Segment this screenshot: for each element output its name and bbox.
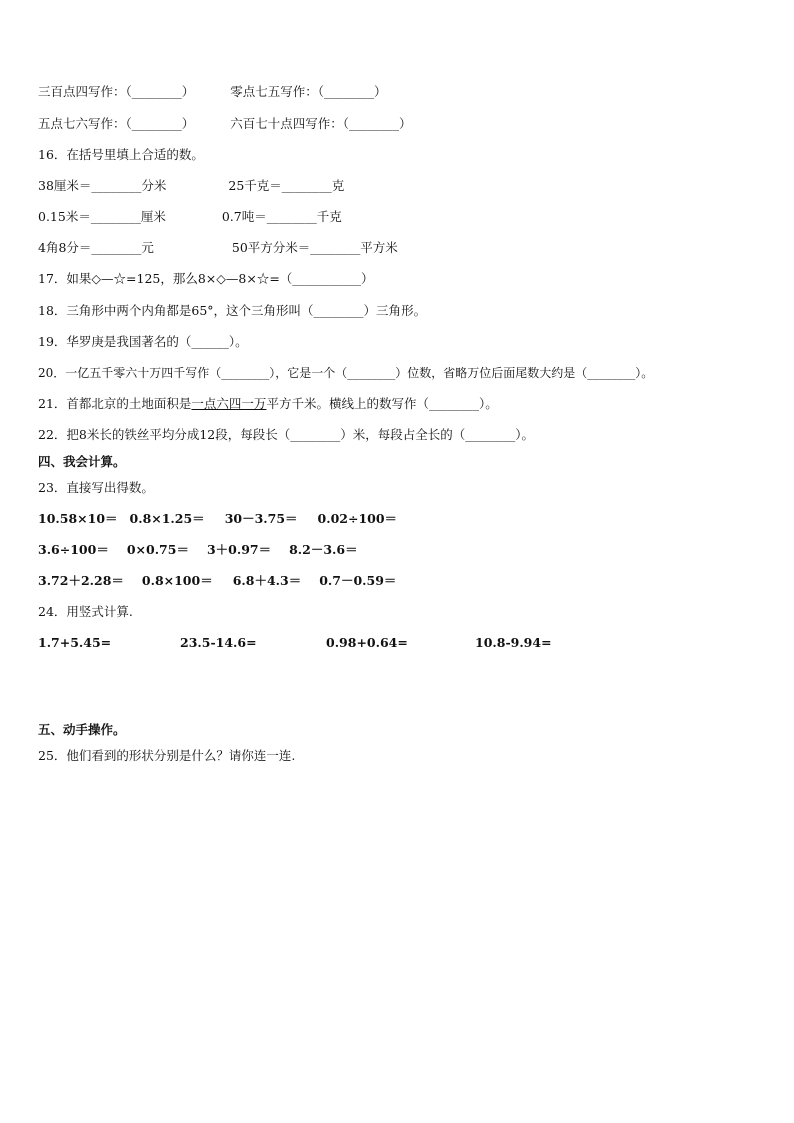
expression: 3.6÷100＝ [38, 542, 109, 557]
section-5-heading: 五、动手操作。 [38, 722, 126, 737]
question-text: 六百七十点四写作：（________） [230, 116, 412, 131]
question-18: 18．三角形中两个内角都是65°，这个三角形叫（________）三角形。 [38, 303, 427, 318]
question-25: 25．他们看到的形状分别是什么？请你连一连. [38, 748, 296, 763]
question-text: 0.15米＝________厘米 [38, 209, 166, 224]
question-text: 三百点四写作：（________） [38, 84, 195, 99]
question-23: 23．直接写出得数。 [38, 480, 154, 495]
question-text: 0.7吨＝________千克 [221, 209, 342, 224]
question-19: 19．华罗庚是我国著名的（______）。 [38, 334, 248, 349]
expression: 3.72＋2.28＝ [38, 573, 124, 588]
section-4-heading: 四、我会计算。 [38, 454, 126, 469]
question-21 [38, 396, 498, 412]
question-text: 4角8分＝________元 [38, 240, 154, 255]
expression: 30－3.75＝ [224, 511, 298, 526]
underlined-number-words: 一点六四一万 [191, 396, 267, 411]
question-text: 25千克＝________克 [228, 178, 345, 193]
expression: 0.7－0.59＝ [319, 573, 397, 588]
expression: 1.7+5.45= [38, 635, 112, 650]
question-16-row-1 [38, 178, 344, 194]
question-text: 21．首都北京的土地面积是 [38, 396, 192, 411]
expression: 0.98+0.64= [326, 635, 408, 650]
question-23-row-2 [38, 542, 358, 558]
line-write-numbers-2 [38, 116, 412, 132]
question-16-row-2 [38, 209, 342, 225]
expression: 10.8-9.94= [475, 635, 552, 650]
expression: 6.8＋4.3＝ [232, 573, 302, 588]
expression: 3＋0.97＝ [206, 542, 272, 557]
expression: 0×0.75＝ [126, 542, 189, 557]
expression: 0.02÷100＝ [317, 511, 398, 526]
question-text: 五点七六写作：（________） [38, 116, 195, 131]
question-23-row-1 [38, 511, 397, 527]
question-text: 零点七五写作：（________） [230, 84, 387, 99]
question-text: 38厘米＝________分米 [38, 178, 167, 193]
expression: 0.8×1.25＝ [129, 511, 205, 526]
question-text: 50平方分米＝________平方米 [231, 240, 398, 255]
question-20: 20．一亿五千零六十万四千写作（________），它是一个（________）位数，省略万位后面尾数大约是（________）。 [38, 366, 654, 380]
question-16: 16．在括号里填上合适的数。 [38, 147, 204, 162]
expression: 23.5-14.6= [180, 635, 257, 650]
question-16-row-3 [38, 240, 398, 256]
question-24: 24．用竖式计算. [38, 604, 133, 619]
expression: 0.8×100＝ [141, 573, 213, 588]
question-22: 22．把8米长的铁丝平均分成12段，每段长（________）米，每段占全长的（________）。 [38, 427, 535, 442]
expression: 10.58×10＝ [38, 511, 118, 526]
question-17: 17．如果◇—☆=125，那么8×◇—8×☆=（___________） [38, 271, 374, 286]
question-24-items [38, 635, 552, 651]
question-text: 平方千米。横线上的数写作（________）。 [266, 396, 498, 411]
expression: 8.2－3.6＝ [289, 542, 358, 557]
line-write-numbers-1 [38, 84, 387, 100]
question-23-row-3 [38, 573, 396, 589]
